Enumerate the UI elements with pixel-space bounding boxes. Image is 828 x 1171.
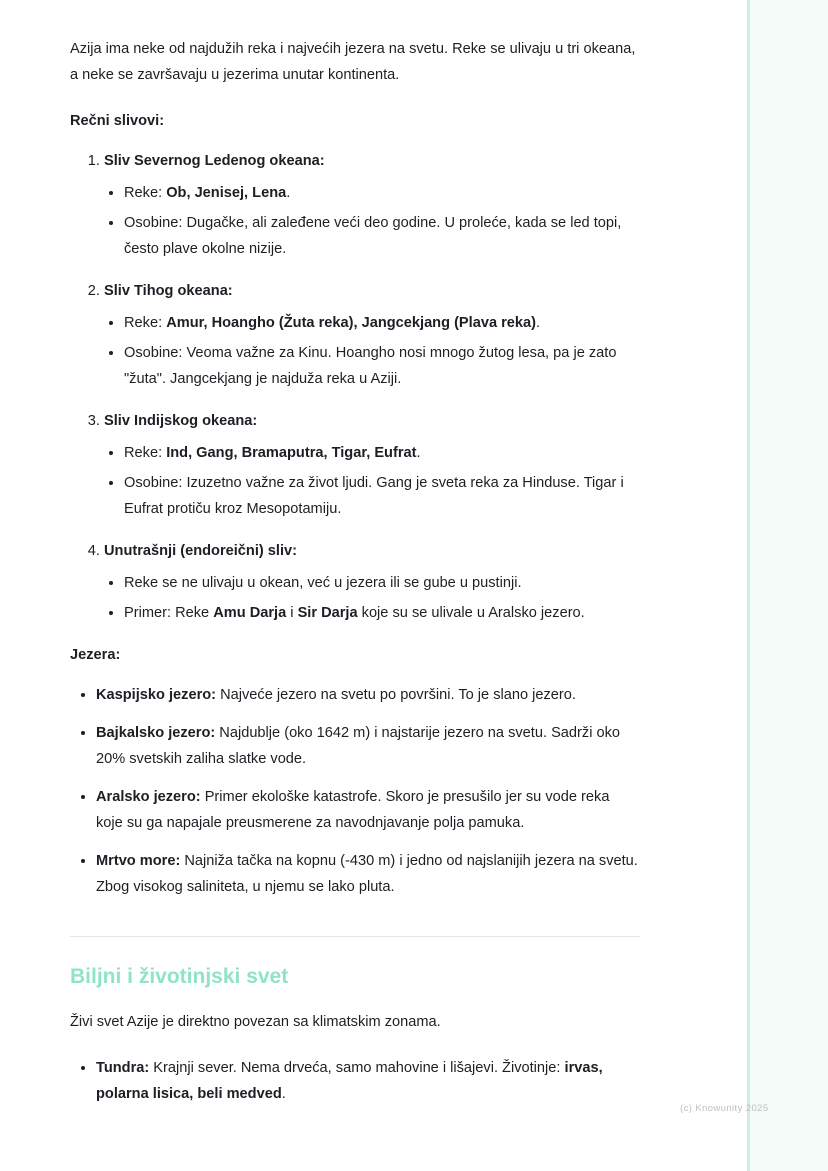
list-item: [124, 310, 640, 336]
detail-bold: Ind, Gang, Bramaputra, Tigar, Eufrat: [166, 445, 417, 461]
basin-details: [104, 440, 640, 522]
lake-name: Kaspijsko jezero:: [96, 687, 217, 703]
section-intro-paragraph: Živi svet Azije je direktno povezan sa klimatskim zonama.: [70, 1014, 441, 1030]
list-item: [104, 148, 640, 262]
page-edge-decoration: [750, 0, 828, 1171]
lake-name: Bajkalsko jezero:: [96, 725, 216, 741]
list-item: [96, 784, 640, 836]
detail-bold: Ob, Jenisej, Lena: [166, 185, 287, 201]
list-item: [104, 408, 640, 522]
river-basins-list: [70, 148, 640, 626]
detail-bold: Amu Darja: [213, 605, 287, 621]
page-title: Biljni i životinjski svet: [70, 965, 289, 988]
list-item: [124, 180, 640, 206]
lake-description: Najniža tačka na kopnu (-430 m) i jedno od najslanijih jezera na svetu. Zbog visokog saliniteta, u njemu se lako pluta.: [96, 853, 638, 895]
basin-title: Sliv Tihog okeana:: [104, 283, 233, 299]
lake-description: Najdublje (oko 1642 m) i najstarije jezero na svetu. Sadrži oko 20% svetskih zaliha slatke vode.: [96, 725, 621, 767]
list-item: [104, 538, 640, 626]
page-edge-line: [747, 0, 750, 1171]
detail-suffix: .: [416, 445, 421, 461]
basin-title: Sliv Severnog Ledenog okeana:: [104, 153, 325, 169]
lake-description: Primer ekološke katastrofe. Skoro je presušilo jer su vode reka koje su ga napajale preusmerene za navodnjavanje polja pamuka.: [96, 789, 610, 831]
list-item: [124, 470, 640, 522]
detail-suffix: .: [286, 185, 291, 201]
list-item: [96, 1055, 640, 1107]
list-item: [124, 570, 640, 596]
list-item: [124, 210, 640, 262]
detail-bold-2: Sir Darja: [297, 605, 358, 621]
detail-prefix: Osobine: Dugačke, ali zaleđene veći deo godine. U proleće, kada se led topi, često plave okolne nizije.: [124, 215, 622, 257]
detail-prefix: Reke se ne ulivaju u okean, već u jezera ili se gube u pustinji.: [124, 575, 522, 591]
basin-details: [104, 310, 640, 392]
intro-paragraph: Azija ima neke od najdužih reka i najvećih jezera na svetu. Reke se ulivaju u tri okeana, a neke se završavaju u jezerima unutar kontinenta.: [70, 41, 636, 83]
document-content: [70, 36, 640, 1119]
list-item: [124, 340, 640, 392]
zone-animals: irvas, polarna lisica, beli medved: [96, 1060, 603, 1102]
detail-prefix: Reke:: [124, 445, 167, 461]
lake-description: Najveće jezero na svetu po površini. To je slano jezero.: [216, 687, 576, 703]
lakes-list: [70, 682, 640, 900]
detail-prefix: Reke:: [124, 315, 167, 331]
rivers-heading: Rečni slivovi:: [70, 113, 165, 129]
zone-tail: .: [281, 1086, 286, 1102]
list-item: [124, 600, 640, 626]
watermark: (c) Knowunity 2025: [680, 1103, 769, 1114]
basin-details: [104, 180, 640, 262]
detail-bold: Amur, Hoangho (Žuta reka), Jangcekjang (Plava reka): [166, 315, 537, 331]
lakes-heading: Jezera:: [70, 647, 121, 663]
detail-prefix: Primer: Reke: [124, 605, 214, 621]
lake-name: Mrtvo more:: [96, 853, 181, 869]
list-item: [96, 848, 640, 900]
flora-list: [70, 1055, 640, 1107]
detail-suffix: .: [536, 315, 541, 331]
basin-title: Sliv Indijskog okeana:: [104, 413, 258, 429]
zone-description: Krajnji sever. Nema drveća, samo mahovine i lišajevi. Životinje:: [149, 1060, 565, 1076]
detail-prefix: Reke:: [124, 185, 167, 201]
list-item: [124, 440, 640, 466]
detail-prefix: Osobine: Izuzetno važne za život ljudi. Gang je sveta reka za Hinduse. Tigar i Eufrat protiču kroz Mesopotamiju.: [124, 475, 624, 517]
lake-name: Aralsko jezero:: [96, 789, 201, 805]
detail-mid: i: [286, 605, 298, 621]
detail-suffix: koje su se ulivale u Aralsko jezero.: [357, 605, 585, 621]
section-divider: [70, 936, 640, 937]
list-item: [96, 720, 640, 772]
basin-details: [104, 570, 640, 626]
zone-name: Tundra:: [96, 1060, 150, 1076]
list-item: [104, 278, 640, 392]
detail-prefix: Osobine: Veoma važne za Kinu. Hoangho nosi mnogo žutog lesa, pa je zato "žuta". Jangcekjang je najduža reka u Aziji.: [124, 345, 617, 387]
list-item: [96, 682, 640, 708]
basin-title: Unutrašnji (endoreični) sliv:: [104, 543, 297, 559]
